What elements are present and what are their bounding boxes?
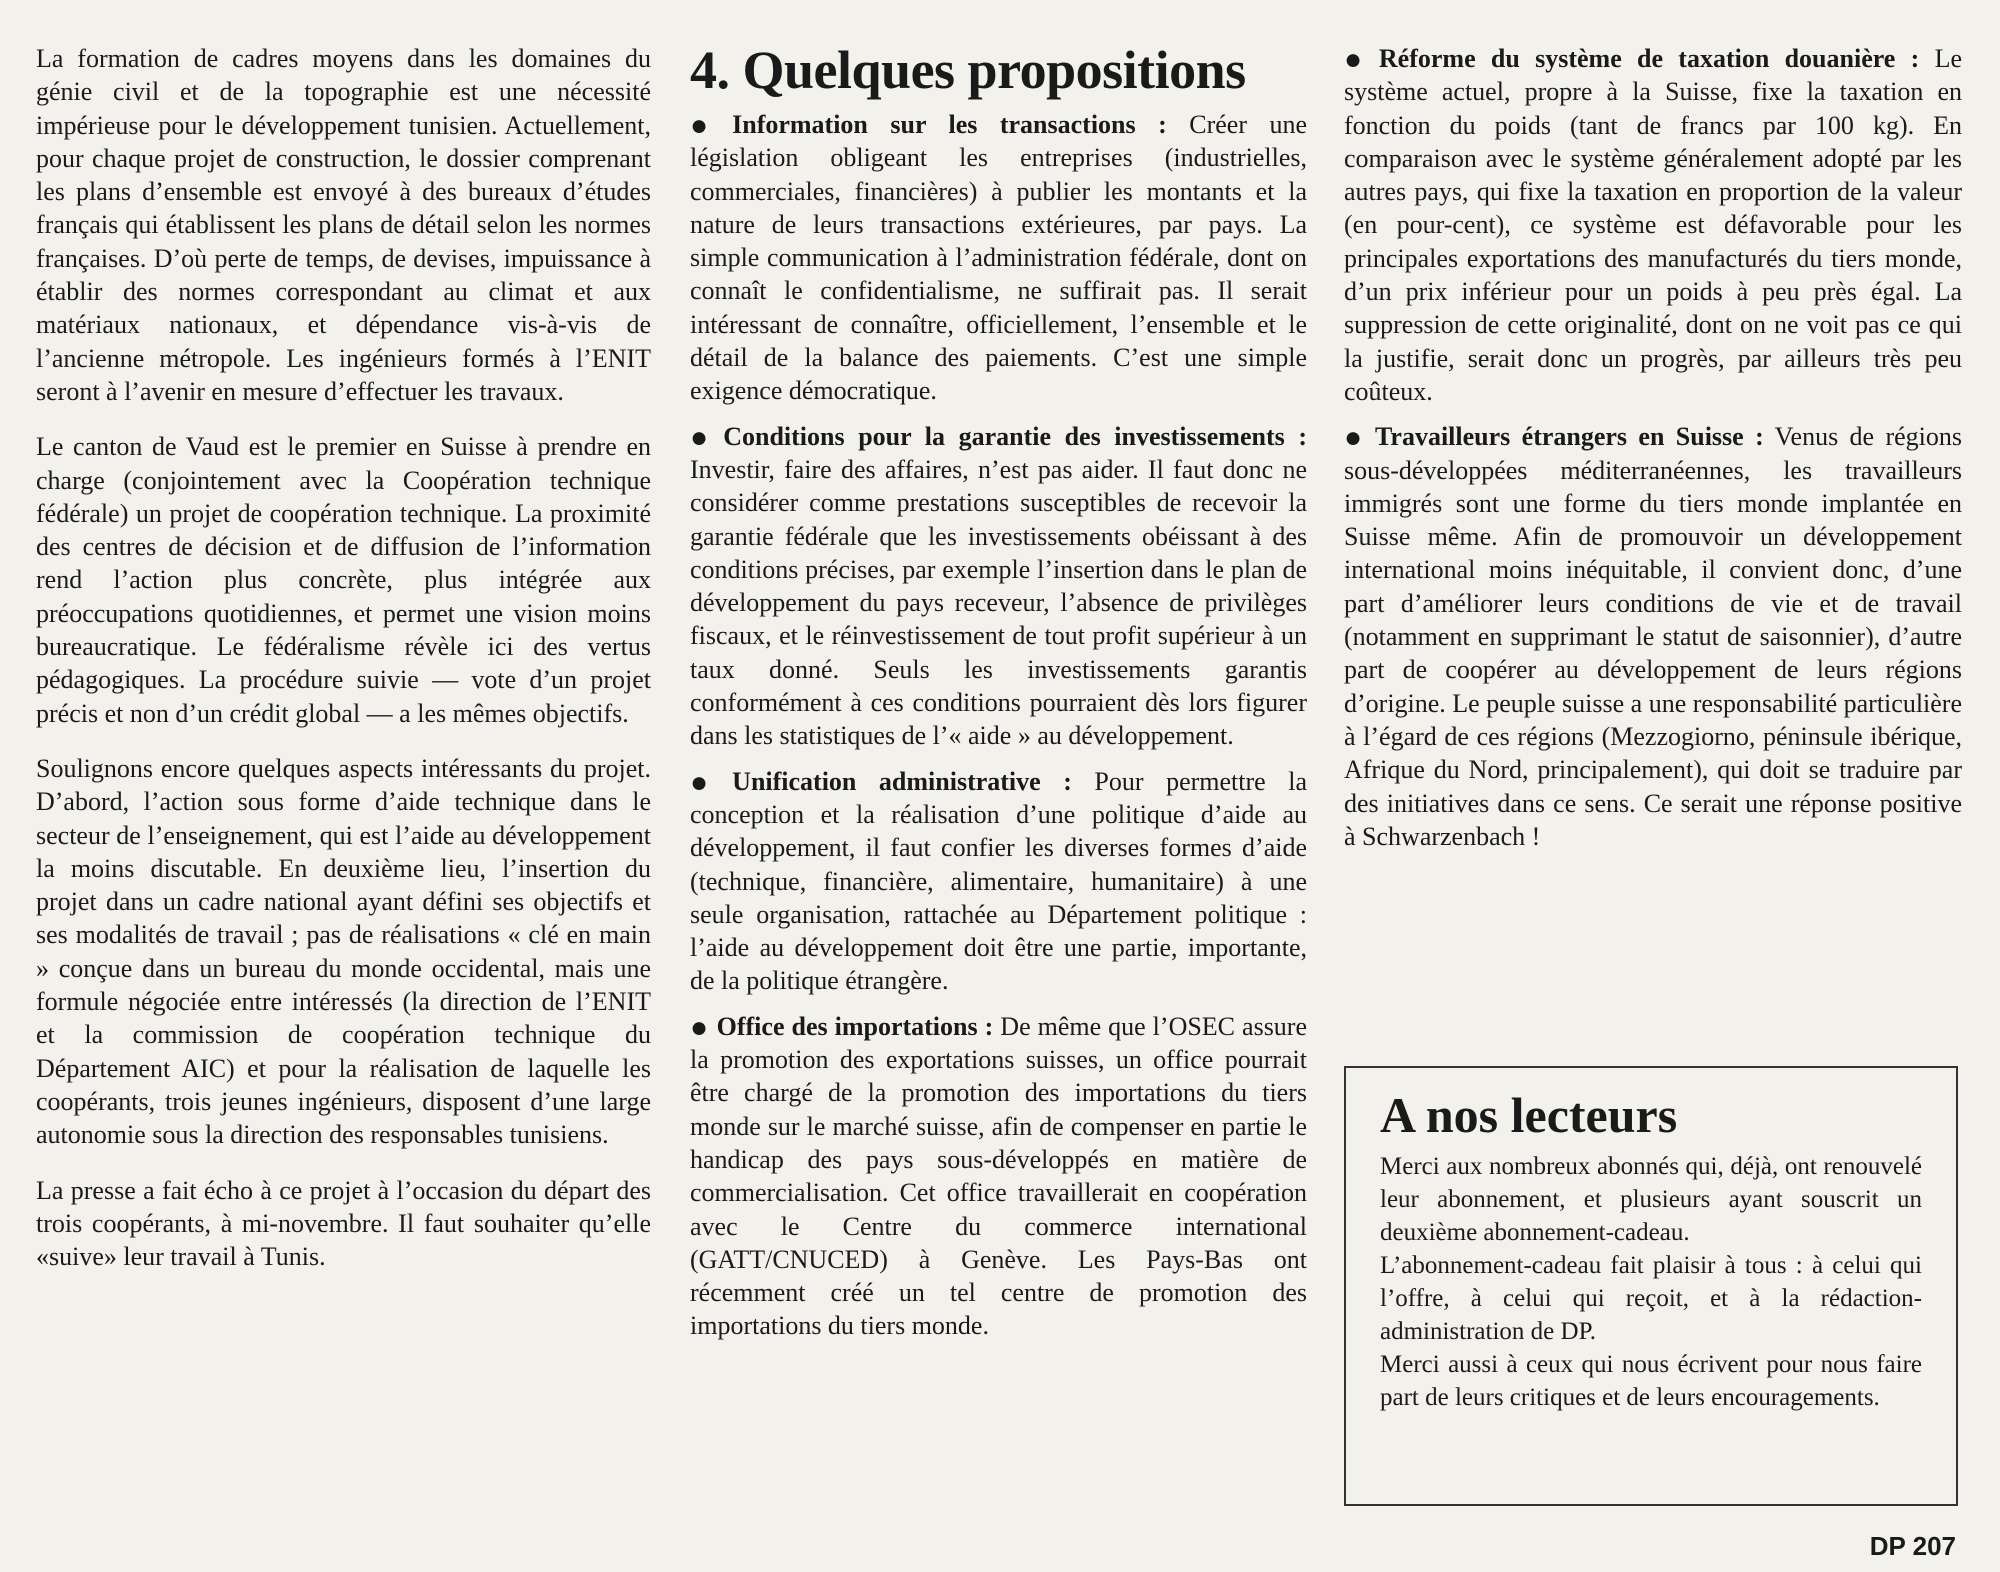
bullet-icon: ● [690,1010,709,1044]
proposal-lead: Conditions pour la garantie des investissements : [723,421,1307,451]
proposal-text: Pour permettre la conception et la réalisation d’une politique d’aide au développement, il faut confier les diverses formes d’aide (technique, financière, alimentaire, humanitaire) à une seule organisation, rattachée au Département politique : l’aide au développement doit être une partie, importante, de la politique étrangère. [690,766,1307,996]
proposal-text: De même que l’OSEC assure la promotion des exportations suisses, un office pourrait être chargé de la promotion des importations du tiers monde sur le marché suisse, afin de compenser en partie le handicap des pays sous-développés en matière de commercialisation. Cet office travaillerait en coopération avec le Centre du commerce international (GATT/CNUCED) à Genève. Les Pays-Bas ont récemment créé un tel centre de promotion des importations du tiers monde. [690,1011,1308,1341]
page-folio: DP 207 [1869,1531,1956,1561]
proposal-item [690,765,1307,998]
column-3 [1344,42,1962,865]
proposal-lead: Travailleurs étrangers en Suisse : [1375,422,1764,452]
proposal-lead: Office des importations : [716,1011,994,1041]
column-1-paragraph: Soulignons encore quelques aspects intéressants du projet. D’abord, l’action sous forme d’aide technique dans le secteur de l’enseignement, qui est l’aide au développement la moins discutable. En deuxième lieu, l’insertion du projet dans un cadre national ayant défini ses objectifs et ses modalités de travail ; pas de réalisations « clé en main » conçue dans un bureau du monde occidental, mais une formule négociée entre intéressés (la direction de l’ENIT et la commission de coopération technique du Département AIC) et pour la réalisation de laquelle les coopérants, trois jeunes ingénieurs, disposent d’une large autonomie sous la direction des responsables tunisiens. [36,753,651,1150]
proposal-text: Investir, faire des affaires, n’est pas aider. Il faut donc ne considérer comme prestations susceptibles de recevoir la garantie fédérale que les investissements obéissant à des conditions précises, par exemple l’insertion dans le plan de développement du pays receveur, l’absence de privilèges fiscaux, et le réinvestissement de tout profit supérieur à un taux donné. Seuls les investissements garantis conformément à ces conditions pourraient dès lors figurer dans les statistiques de l’« aide » au développement. [690,454,1307,751]
readers-notice-box [1344,1066,1958,1506]
readers-notice-paragraph: Merci aussi à ceux qui nous écrivent pour nous faire part de leurs critiques et de leurs encouragements. [1380,1351,1922,1411]
section-title: 4. Quelques propositions [690,40,1246,100]
proposal-lead: Unification administrative : [732,766,1072,796]
proposal-text: Créer une législation obligeant les entreprises (industrielles, commerciales, financières) à publier les montants et la nature de leurs transactions extérieures, par pays. La simple communication à l’administration fédérale, dont on connaît le confidentialisme, ne suffirait pas. Il serait intéressant de connaître, officiellement, l’ensemble et le détail de la balance des paiements. C’est une simple exigence démocratique. [690,110,1307,406]
bullet-icon: ● [1344,43,1371,76]
proposal-text: Le système actuel, propre à la Suisse, fixe la taxation en fonction du poids (tant de francs par 100 kg). En comparaison avec le système généralement adopté par les autres pays, qui fixe la taxation en proportion de la valeur (en pour-cent), ce système est défavorable pour les principales exportations des manufacturés du tiers monde, d’un prix inférieur pour un poids à peu près égal. La suppression de cette originalité, dont on ne voit pas ce qui la justifie, serait donc un progrès, par ailleurs très peu coûteux. [1344,44,1963,406]
readers-notice-title: A nos lecteurs [1380,1087,1678,1143]
proposal-item [690,108,1307,408]
proposal-item [1344,420,1962,853]
readers-notice-paragraph: Merci aux nombreux abonnés qui, déjà, ont renouvelé leur abonnement, et plusieurs ayant souscrit un deuxième abonnement-cadeau. [1380,1153,1922,1246]
proposal-item [690,420,1307,753]
readers-notice-paragraph: L’abonnement-cadeau fait plaisir à tous : à celui qui l’offre, à celui qui reçoit, et à la rédaction-administration de DP. [1380,1252,1922,1345]
bullet-icon: ● [690,420,716,454]
column-1-paragraph: La presse a fait écho à ce projet à l’occasion du départ des trois coopérants, à mi-novembre. Il faut souhaiter qu’elle «suive» leur travail à Tunis. [36,1175,651,1272]
bullet-icon: ● [690,109,725,142]
bullet-icon: ● [690,765,725,799]
bullet-icon: ● [1344,421,1367,455]
proposal-text: Venus de régions sous-développées méditerranéennes, les travailleurs immigrés sont une forme du tiers monde implantée en Suisse même. Afin de promouvoir un développement international moins inéquitable, il convient donc, d’une part d’améliorer leurs conditions de vie et de travail (notamment en supprimant le statut de saisonnier), d’autre part de coopérer au développement de leurs régions d’origine. Le peuple suisse a une responsabilité particulière à l’égard de ces régions (Mezzogiorno, péninsule ibérique, Afrique du Nord, principalement), qui doit se traduire par des initiatives dans ce sens. Ce serait une réponse positive à Schwarzenbach ! [1344,422,1963,851]
proposal-item [1344,42,1962,408]
column-2 [690,40,1307,1355]
proposal-lead: Réforme du système de taxation douanière : [1378,44,1920,73]
column-1-paragraph: La formation de cadres moyens dans les domaines du génie civil et de la topographie est une nécessité impérieuse pour le développement tunisien. Actuellement, pour chaque projet de construction, le dossier comprenant les plans d’ensemble est envoyé à des bureaux d’études français qui établissent les plans de détail selon les normes françaises. D’où perte de temps, de devises, impuissance à établir des normes correspondant au climat et aux matériaux nationaux, et dépendance vis-à-vis de l’ancienne métropole. Les ingénieurs formés à l’ENIT seront à l’avenir en mesure d’effectuer les travaux. [36,44,651,406]
proposal-item [690,1010,1307,1343]
column-1-paragraph: Le canton de Vaud est le premier en Suisse à prendre en charge (conjointement avec la Coopération technique fédérale) un projet de coopération technique. La proximité des centres de décision et de diffusion de l’information rend l’action plus concrète, plus intégrée aux préoccupations quotidiennes, et permet une vision moins bureaucratique. Le fédéralisme révèle ici des vertus pédagogiques. La procédure suivie — vote d’un projet précis et non d’un crédit global — a les mêmes objectifs. [36,432,651,728]
column-1 [36,42,651,1295]
proposal-lead: Information sur les transactions : [732,110,1167,139]
